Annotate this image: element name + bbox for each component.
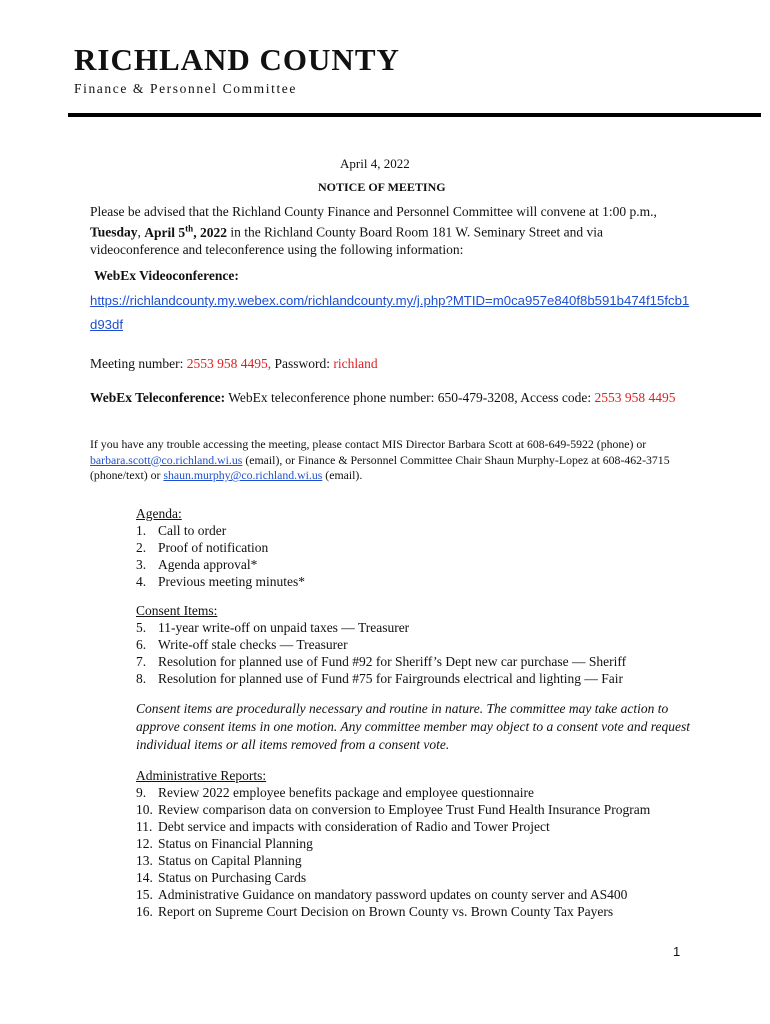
meeting-password: richland: [333, 356, 378, 371]
header-rule: [68, 113, 761, 117]
list-item: 7. Resolution for planned use of Fund #92 for Sheriff’s Dept new car purchase — Sheriff: [136, 654, 627, 669]
list-item: 3. Agenda approval*: [136, 557, 258, 572]
list-item: 4. Previous meeting minutes*: [136, 574, 305, 589]
agenda-heading: Agenda:: [136, 506, 182, 521]
list-item: 9. Review 2022 employee benefits package and employee questionnaire: [136, 785, 534, 800]
webex-meeting-link[interactable]: https://richlandcounty.my.webex.com/richlandcounty.my/j.php?MTID=m0ca957e840f8b591b474f15fcb1d93df: [90, 293, 690, 332]
email-link-barbara[interactable]: barbara.scott@co.richland.wi.us: [90, 452, 243, 467]
teleconference-info: WebEx Teleconference: WebEx teleconference phone number: 650-479-3208, Access code: 2553 958 4495: [90, 390, 676, 405]
consent-heading: Consent Items:: [136, 603, 218, 618]
list-item: 15. Administrative Guidance on mandatory password updates on county server and AS400: [136, 887, 628, 902]
webex-video-heading: WebEx Videoconference:: [94, 268, 239, 283]
list-item: 11. Debt service and impacts with consideration of Radio and Tower Project: [136, 819, 550, 834]
list-item: 2. Proof of notification: [136, 540, 269, 555]
list-item: 13. Status on Capital Planning: [136, 853, 302, 868]
list-item: 5. 11-year write-off on unpaid taxes — Treasurer: [136, 620, 410, 635]
list-item: 6. Write-off stale checks — Treasurer: [136, 637, 348, 652]
admin-section: [136, 767, 696, 920]
consent-section: [136, 602, 696, 687]
admin-heading: Administrative Reports:: [136, 768, 267, 783]
committee-subtitle: Finance & Personnel Committee: [74, 81, 297, 96]
list-item: 10. Review comparison data on conversion to Employee Trust Fund Health Insurance Program: [136, 802, 651, 817]
org-title: RICHLAND COUNTY: [74, 42, 400, 77]
notice-title: NOTICE OF MEETING: [318, 180, 446, 194]
list-item: 12. Status on Financial Planning: [136, 836, 313, 851]
agenda-section: [136, 505, 696, 590]
list-item: 14. Status on Purchasing Cards: [136, 870, 307, 885]
contact-paragraph: If you have any trouble accessing the meeting, please contact MIS Director Barbara Scott at 608-649-5922 (phone) or barbara.scott@co.richland.wi.us (email), or Finance & Personnel Committee Chair Shaun Murphy-Lopez at 608-462-3715 (phone/text) or shaun.murphy@co.richland.wi.us (email).: [90, 437, 670, 482]
list-item: 8. Resolution for planned use of Fund #75 for Fairgrounds electrical and lighting — Fair: [136, 671, 624, 686]
list-item: 16. Report on Supreme Court Decision on Brown County vs. Brown County Tax Payers: [136, 904, 614, 919]
list-item: 1. Call to order: [136, 523, 227, 538]
intro-paragraph: Please be advised that the Richland County Finance and Personnel Committee will convene at 1:00 p.m., Tuesday, April 5th, 2022 in the Richland County Board Room 181 W. Seminary Street and via videoconference and teleconference using the following information:: [90, 204, 657, 257]
page-number: 1: [673, 944, 681, 959]
email-link-shaun[interactable]: shaun.murphy@co.richland.wi.us: [163, 468, 323, 482]
notice-date: April 4, 2022: [340, 156, 410, 171]
meeting-number: 2553 958 4495,: [186, 356, 272, 371]
meeting-info: Meeting number: 2553 958 4495, Password: richland: [90, 356, 378, 371]
access-code: 2553 958 4495: [594, 390, 676, 405]
consent-note: Consent items are procedurally necessary and routine in nature. The committee may take action to approve consent items in one motion. Any committee member may object to a consent vote and request individual items or all items removed from a consent vote.: [136, 701, 690, 752]
